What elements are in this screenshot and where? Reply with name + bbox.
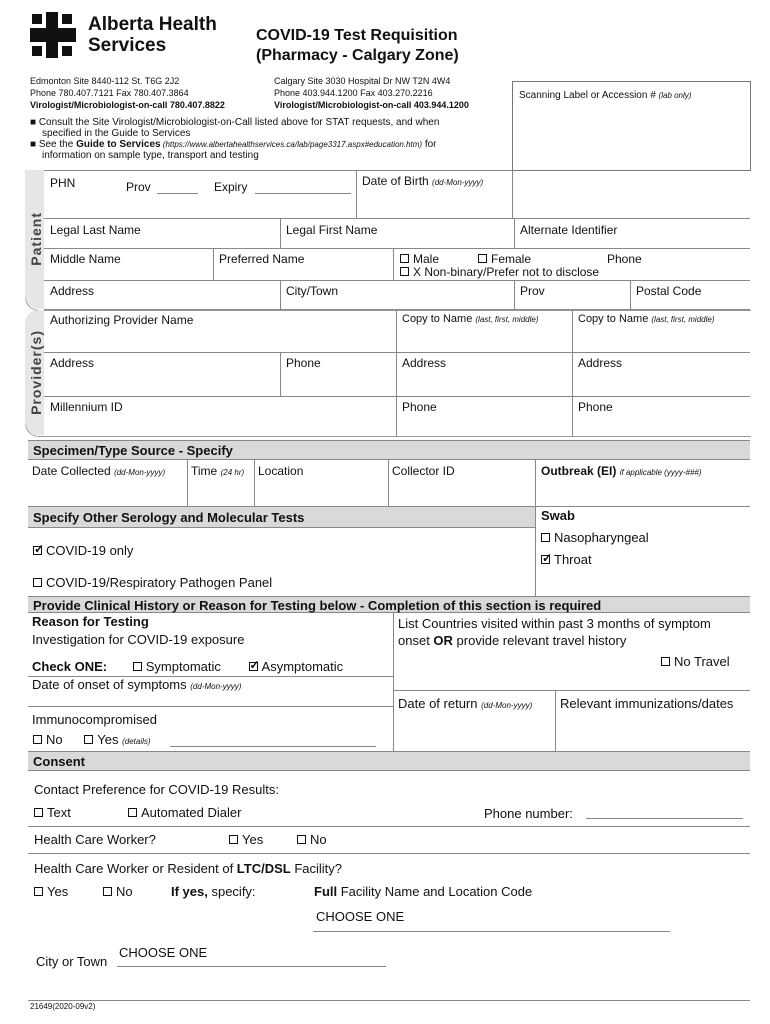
ltc-label: Health Care Worker or Resident of LTC/DSL Facility? xyxy=(34,861,343,876)
facility-select[interactable]: CHOOSE ONE xyxy=(316,909,405,924)
prov-field[interactable]: Prov xyxy=(126,180,151,194)
middle-name-field[interactable]: Middle Name xyxy=(50,252,121,266)
covid-only-checkbox[interactable]: ✓COVID-19 only xyxy=(33,543,133,558)
calgary-phone: Phone 403.944.1200 Fax 403.270.2216 xyxy=(274,88,433,98)
authorizing-provider-field[interactable]: Authorizing Provider Name xyxy=(50,313,194,327)
hcw-no-checkbox[interactable]: No xyxy=(297,832,327,847)
bullet-1: ■ Consult the Site Virologist/Microbiologist-on-Call listed above for STAT requests, and when xyxy=(30,117,440,128)
copy2-address-field[interactable]: Address xyxy=(578,356,623,370)
provider-side-label: Provider(s) xyxy=(28,330,44,415)
reason-title: Reason for Testing xyxy=(32,614,149,629)
asymptomatic-checkbox[interactable]: ✓ Asymptomatic xyxy=(249,659,344,674)
ahs-logo xyxy=(30,12,82,58)
city-town-select[interactable]: CHOOSE ONE xyxy=(119,945,208,960)
org-name-line1: Alberta Health xyxy=(88,14,217,35)
travel-history-field[interactable]: List Countries visited within past 3 months of symptom onset OR provide relevant travel history xyxy=(398,616,711,648)
facility-label: Full Facility Name and Location Code xyxy=(314,884,533,899)
symptomatic-checkbox[interactable]: Symptomatic xyxy=(133,659,221,674)
immuno-no-checkbox[interactable]: No xyxy=(33,732,63,747)
female-checkbox[interactable]: Female xyxy=(478,252,531,266)
immunocompromised-label: Immunocompromised xyxy=(32,712,157,727)
bullet-2: ■ See the Guide to Services (https://www.albertahealthservices.ca/lab/page3317.aspx#education.htm) for xyxy=(30,139,437,150)
immunizations-field[interactable]: Relevant immunizations/dates xyxy=(560,696,734,711)
phn-field[interactable]: PHN xyxy=(50,176,76,190)
dob-field[interactable]: Date of Birth (dd-Mon-yyyy) xyxy=(362,174,484,188)
provider-address-field[interactable]: Address xyxy=(50,356,95,370)
form-title-line2: (Pharmacy - Calgary Zone) xyxy=(256,47,459,64)
immuno-yes-checkbox[interactable]: Yes (details) xyxy=(84,732,150,747)
millennium-id-field[interactable]: Millennium ID xyxy=(50,400,123,414)
immuno-row xyxy=(33,732,151,747)
reason-text[interactable]: Investigation for COVID-19 exposure xyxy=(32,632,245,647)
copy-to-1-field[interactable]: Copy to Name (last, first, middle) xyxy=(402,313,539,325)
copy-to-2-field[interactable]: Copy to Name (last, first, middle) xyxy=(578,313,715,325)
edmonton-virologist: Virologist/Microbiologist-on-call 780.407.8822 xyxy=(30,100,225,110)
city-town-label: City or Town xyxy=(36,954,108,969)
org-name-line2: Services xyxy=(88,35,167,56)
time-field[interactable]: Time (24 hr) xyxy=(191,464,245,478)
onset-date-field[interactable]: Date of onset of symptoms (dd-Mon-yyyy) xyxy=(32,677,242,692)
scanning-note: (lab only) xyxy=(658,91,692,100)
tests-section-bar: Specify Other Serology and Molecular Tests xyxy=(28,507,535,528)
edmonton-site: Edmonton Site 8440-112 St. T6G 2J2 xyxy=(30,76,180,86)
patient-phone-field[interactable]: Phone xyxy=(607,252,642,266)
if-yes-label: If yes, specify: xyxy=(171,884,256,899)
expiry-field[interactable]: Expiry xyxy=(214,180,248,194)
copy2-phone-field[interactable]: Phone xyxy=(578,400,613,414)
nonbinary-checkbox[interactable]: X Non-binary/Prefer not to disclose xyxy=(400,265,599,279)
prov2-field[interactable]: Prov xyxy=(520,284,545,298)
clinical-section-bar: Provide Clinical History or Reason for Testing below - Completion of this section is required xyxy=(28,596,750,613)
edmonton-phone: Phone 780.407.7121 Fax 780.407.3864 xyxy=(30,88,189,98)
location-field[interactable]: Location xyxy=(258,464,304,478)
hcw-label: Health Care Worker? xyxy=(34,832,156,847)
phone-number-input[interactable] xyxy=(586,818,743,819)
first-name-field[interactable]: Legal First Name xyxy=(286,223,378,237)
last-name-field[interactable]: Legal Last Name xyxy=(50,223,141,237)
check-one-row: Check ONE: Symptomatic ✓ Asymptomatic xyxy=(32,659,343,674)
hcw-yes-checkbox[interactable]: Yes xyxy=(229,832,263,847)
ltc-yes-checkbox[interactable]: Yes xyxy=(34,884,68,899)
male-checkbox[interactable]: Male xyxy=(400,252,439,266)
calgary-site: Calgary Site 3030 Hospital Dr NW T2N 4W4 xyxy=(274,76,451,86)
covid-panel-checkbox[interactable]: COVID-19/Respiratory Pathogen Panel xyxy=(33,575,272,590)
no-travel-checkbox[interactable]: No Travel xyxy=(661,654,730,669)
text-checkbox[interactable]: Text xyxy=(34,805,71,820)
preferred-name-field[interactable]: Preferred Name xyxy=(219,252,305,266)
ahs-logo-icon xyxy=(30,12,82,58)
nasopharyngeal-checkbox[interactable]: Nasopharyngeal xyxy=(541,530,649,545)
postal-field[interactable]: Postal Code xyxy=(636,284,702,298)
calgary-virologist: Virologist/Microbiologist-on-call 403.944.1200 xyxy=(274,100,469,110)
scanning-label: Scanning Label or Accession # xyxy=(519,90,656,101)
swab-label: Swab xyxy=(541,508,575,523)
phone-number-label: Phone number: xyxy=(484,806,573,821)
patient-side-label: Patient xyxy=(28,212,44,266)
outbreak-field[interactable]: Outbreak (EI) if applicable (yyyy-###) xyxy=(541,464,702,478)
contact-preference-label: Contact Preference for COVID-19 Results: xyxy=(34,782,279,797)
specimen-section-bar: Specimen/Type Source - Specify xyxy=(28,440,750,460)
throat-checkbox[interactable]: ✓Throat xyxy=(541,552,592,567)
consent-section-bar: Consent xyxy=(28,751,750,771)
bullet-1-cont: specified in the Guide to Services xyxy=(42,128,191,139)
scanning-label-box xyxy=(512,81,751,171)
form-title-line1: COVID-19 Test Requisition xyxy=(256,27,458,44)
date-collected-field[interactable]: Date Collected (dd-Mon-yyyy) xyxy=(32,464,166,478)
guide-link[interactable]: (https://www.albertahealthservices.ca/lab/page3317.aspx#education.htm) xyxy=(160,140,423,149)
ltc-no-checkbox[interactable]: No xyxy=(103,884,133,899)
address-field[interactable]: Address xyxy=(50,284,95,298)
collector-id-field[interactable]: Collector ID xyxy=(392,464,455,478)
bullet-2-cont: information on sample type, transport and testing xyxy=(42,150,259,161)
copy1-address-field[interactable]: Address xyxy=(402,356,447,370)
form-code: 21649(2020-09v2) xyxy=(30,1002,96,1011)
automated-dialer-checkbox[interactable]: Automated Dialer xyxy=(128,805,241,820)
bullet-list xyxy=(30,117,510,161)
copy1-phone-field[interactable]: Phone xyxy=(402,400,437,414)
alt-id-field[interactable]: Alternate Identifier xyxy=(520,223,618,237)
provider-phone-field[interactable]: Phone xyxy=(286,356,321,370)
date-of-return-field[interactable]: Date of return (dd-Mon-yyyy) xyxy=(398,696,533,711)
city-field[interactable]: City/Town xyxy=(286,284,339,298)
